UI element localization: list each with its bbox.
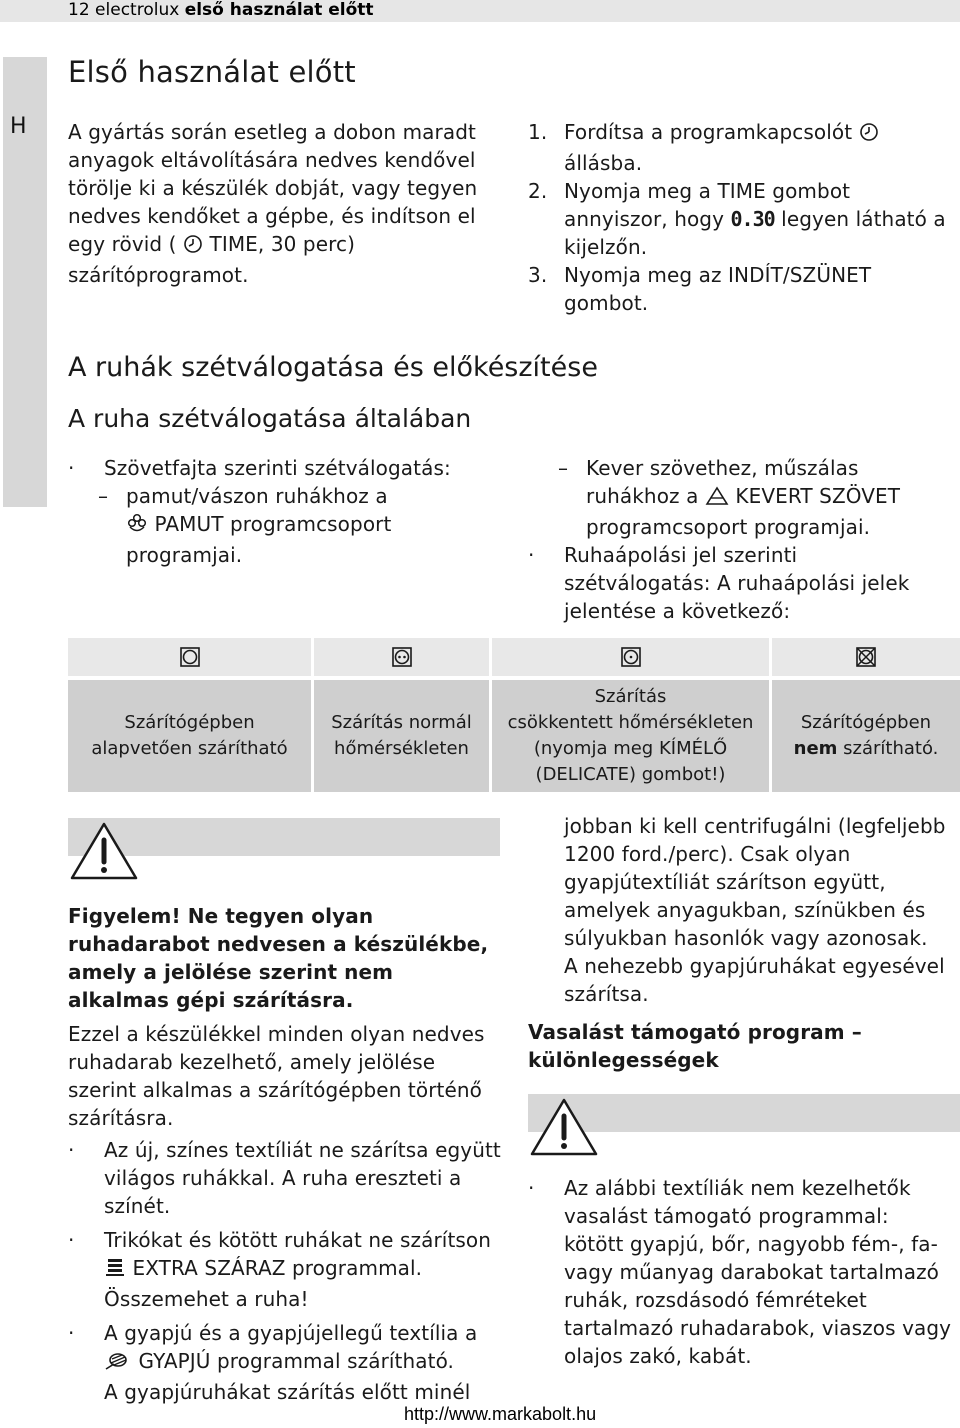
warning-icon — [528, 1094, 600, 1158]
tumble-dry-icon — [179, 646, 201, 668]
page-header — [68, 0, 374, 20]
dash-text: – pamut/vászon ruhákhoz a — [126, 482, 504, 510]
symbol-cell — [314, 638, 489, 676]
dash-item — [564, 454, 960, 541]
continuation-text: gyapjútextíliát szárítson együtt, — [564, 870, 886, 894]
bullet-text: szétválogatás: A ruhaápolási jelek — [564, 571, 910, 595]
bullet-text: EXTRA SZÁRAZ programmal. — [132, 1256, 423, 1280]
step-text: annyiszor, hogy — [564, 207, 725, 231]
care-cell — [492, 680, 769, 792]
brand-name: electrolux — [95, 0, 180, 20]
bullet-text: olajos zakó, kabát. — [564, 1344, 752, 1368]
extra-dry-icon — [104, 1256, 126, 1285]
bullet-text-line — [104, 1254, 514, 1285]
dash-text: KEVERT SZÖVET — [735, 484, 901, 508]
bullet-text: ruhák, rozsdásodó fémréteket — [564, 1288, 867, 1312]
intro-line — [68, 230, 508, 261]
dash-text: programjai. — [126, 543, 243, 567]
header-section: első használat előtt — [184, 0, 374, 20]
wool-continuation — [564, 812, 960, 1008]
bullet-text: Összemehet a ruha! — [104, 1287, 309, 1311]
care-cell — [314, 680, 489, 792]
step-text: kijelzőn. — [564, 235, 648, 259]
ironing-title-line: különlegességek — [528, 1048, 719, 1072]
care-cell — [772, 680, 960, 792]
bullet-item: · Trikókat és kötött ruhákat ne szárítson — [104, 1226, 514, 1254]
step-text-line — [528, 205, 958, 233]
timer-icon — [183, 233, 203, 261]
bullet-text: világos ruhákkal. A ruha ereszteti a — [104, 1166, 462, 1190]
language-letter: H — [10, 114, 27, 139]
cotton-icon — [126, 512, 148, 541]
bullet-text: kötött gyapjú, bőr, nagyobb fém-, fa- — [564, 1232, 938, 1256]
continuation-text: 1200 ford./perc). Csak olyan — [564, 842, 851, 866]
tumble-dry-normal-icon — [391, 646, 413, 668]
symbol-cell — [772, 638, 960, 676]
continuation-text: szárítsa. — [564, 982, 649, 1006]
care-text: Szárítás — [594, 686, 667, 707]
bullet-text-line — [104, 1347, 514, 1378]
no-tumble-dry-icon — [855, 646, 877, 668]
care-text-bold: nem — [793, 738, 838, 759]
step-item — [528, 177, 958, 205]
warning-icon — [68, 818, 140, 882]
bullet-text: GYAPJÚ programmal szárítható. — [138, 1349, 455, 1373]
bullet-text: vasalást támogató programmal: — [564, 1204, 889, 1228]
continuation-text: amelyek anyagukban, színükben és — [564, 898, 926, 922]
warning-bold: amely a jelölése szerint nem — [68, 960, 394, 984]
display-value: 0.30 — [730, 207, 775, 231]
care-text: (nyomja meg KÍMÉLŐ — [533, 738, 728, 759]
step-item — [528, 118, 958, 149]
warning-text: ruhadarab kezelhető, amely jelölése — [68, 1050, 436, 1074]
steps-list — [528, 118, 958, 317]
bullet-item: · Szövetfajta szerinti szétválogatás: — [104, 454, 504, 482]
care-text-line — [794, 736, 939, 762]
step-item — [528, 261, 958, 289]
step-text: legyen látható a — [781, 207, 946, 231]
bullets-left — [104, 1136, 514, 1406]
bullet-item: · Ruhaápolási jel szerinti — [564, 541, 960, 569]
bullet-item: · Az alábbi textíliák nem kezelhetők — [564, 1174, 960, 1202]
sorting-left — [104, 454, 504, 569]
bullet-text: színét. — [104, 1194, 171, 1218]
warning-text: szerint alkalmas a szárítógépben történő — [68, 1078, 482, 1102]
bullet-text: vagy műanyag darabokat tartalmazó — [564, 1260, 940, 1284]
intro-text: TIME, 30 perc) — [209, 232, 356, 256]
step-number: 3. — [528, 263, 548, 287]
page-title: Első használat előtt — [68, 55, 356, 89]
intro-line: A gyártás során esetleg a dobon maradt — [68, 120, 476, 144]
footer-url[interactable]: http://www.markabolt.hu — [404, 1404, 597, 1424]
step-text: Fordítsa a programkapcsolót — [564, 120, 853, 144]
symbol-cell — [492, 638, 769, 676]
warning-bold: alkalmas gépi szárításra. — [68, 988, 354, 1012]
bullet-text: A gyapjúruhákat szárítás előtt minél — [104, 1380, 471, 1404]
bullet-text: tartalmazó ruhadarabok, viaszos vagy — [564, 1316, 952, 1340]
warning-bold: ruhadarabot nedvesen a készülékbe, — [68, 932, 489, 956]
wool-icon — [104, 1349, 132, 1378]
dash-item — [104, 482, 504, 569]
synthetic-icon — [705, 485, 729, 513]
care-text: Szárítás normál — [331, 712, 472, 733]
care-text: szárítható. — [837, 738, 939, 759]
care-text: csökkentett hőmérsékleten — [507, 712, 754, 733]
dash-text-line — [126, 510, 504, 541]
bullet-text: jelentése a következő: — [564, 599, 791, 623]
care-text: alapvetően szárítható — [91, 738, 288, 759]
warning-bold: Figyelem! Ne tegyen olyan — [68, 904, 374, 928]
step-text: Nyomja meg az INDÍT/SZÜNET — [564, 263, 872, 287]
ironing-title — [528, 1018, 958, 1074]
dash-text: ruhákhoz a — [586, 484, 699, 508]
step-text: gombot. — [564, 291, 649, 315]
dash-text-line — [586, 482, 960, 513]
intro-line: szárítóprogramot. — [68, 263, 249, 287]
section-title: A ruhák szétválogatása és előkészítése — [68, 352, 598, 383]
continuation-text: súlyukban hasonlók vagy azonosak. — [564, 926, 928, 950]
intro-line: anyagok eltávolítására nedves kendővel — [68, 148, 476, 172]
step-text: állásba. — [564, 151, 643, 175]
step-number: 2. — [528, 179, 548, 203]
warning-text: Ezzel a készülékkel minden olyan nedves — [68, 1022, 485, 1046]
bullet-item: · Az új, színes textíliát ne szárítsa együtt — [104, 1136, 514, 1164]
continuation-text: jobban ki kell centrifugálni (legfeljebb — [564, 814, 946, 838]
care-text: hőmérsékleten — [334, 738, 469, 759]
timer-icon — [859, 121, 879, 149]
warning-text: szárításra. — [68, 1106, 174, 1130]
step-number: 1. — [528, 120, 548, 144]
step-text: Nyomja meg a TIME gombot — [564, 179, 851, 203]
intro-paragraph — [68, 118, 508, 289]
intro-line: nedves kendőket a gépbe, és indítson el — [68, 204, 476, 228]
bullet-item: · A gyapjú és a gyapjújellegű textília a — [104, 1319, 514, 1347]
continuation-text: A nehezebb gyapjúruhákat egyesével — [564, 954, 945, 978]
ironing-title-line: Vasalást támogató program – — [528, 1020, 862, 1044]
tumble-dry-low-icon — [620, 646, 642, 668]
page-number: 12 — [68, 0, 90, 20]
intro-line: törölje ki a készülék dobját, vagy tegyen — [68, 176, 478, 200]
care-text: Szárítógépben — [124, 712, 255, 733]
symbol-cell — [68, 638, 311, 676]
dash-text: – Kever szövethez, műszálas — [586, 454, 960, 482]
intro-text: egy rövid ( — [68, 232, 177, 256]
ironing-list — [564, 1174, 960, 1370]
care-text: (DELICATE) gombot!) — [535, 764, 726, 785]
subsection-title: A ruha szétválogatása általában — [68, 404, 472, 433]
care-cell — [68, 680, 311, 792]
dash-text: PAMUT programcsoport — [154, 512, 392, 536]
care-text: Szárítógépben — [800, 712, 932, 733]
sorting-right — [564, 454, 960, 625]
dash-text: programcsoport programjai. — [586, 515, 871, 539]
warning1-text — [68, 902, 508, 1132]
